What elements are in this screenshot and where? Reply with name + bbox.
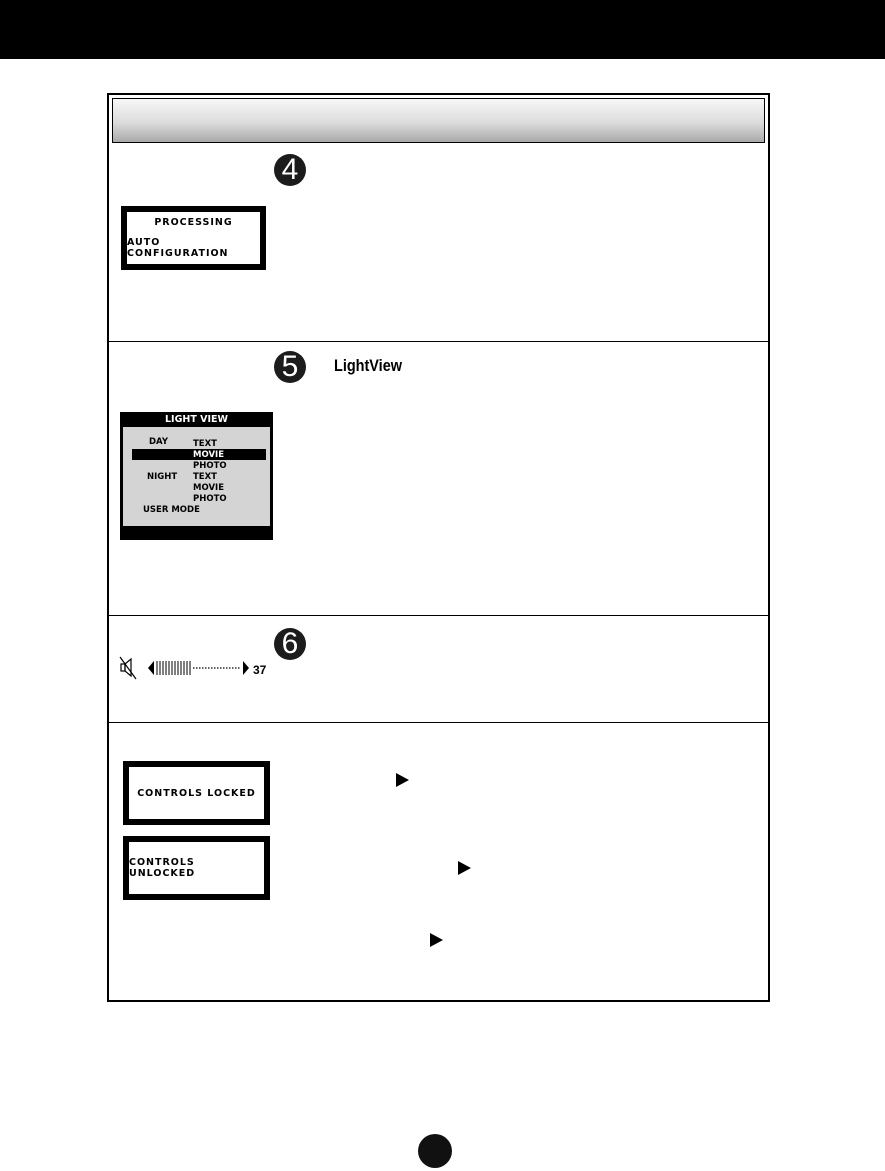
lightview-night-photo[interactable]: PHOTO xyxy=(193,494,227,504)
volume-value: 37 xyxy=(253,663,267,677)
lightview-day-text[interactable]: TEXT xyxy=(193,439,217,449)
lightview-night-text[interactable]: TEXT xyxy=(193,472,217,482)
lightview-night-label: NIGHT xyxy=(147,472,178,482)
section-divider-1 xyxy=(109,341,768,342)
step-5-badge xyxy=(274,351,306,383)
osd-controls-unlocked-text: CONTROLS UNLOCKED xyxy=(129,857,196,879)
osd-auto-config-text: AUTO CONFIGURATION xyxy=(127,237,229,259)
step-6-number: 6 xyxy=(281,627,299,660)
section-header-bar xyxy=(112,98,765,143)
osd-controls-locked-box xyxy=(123,761,270,825)
step-4-number: 4 xyxy=(281,153,299,186)
osd-controls-locked-text: CONTROLS LOCKED xyxy=(137,787,256,799)
step-4-badge xyxy=(274,154,306,186)
section-divider-2 xyxy=(109,615,768,616)
lightview-menu-title: LIGHT VIEW xyxy=(165,414,228,425)
osd-processing-box xyxy=(121,206,266,270)
lightview-day-photo[interactable]: PHOTO xyxy=(193,461,227,471)
content-frame xyxy=(107,93,770,1002)
lightview-day-movie-selected[interactable]: MOVIE xyxy=(193,450,225,460)
step-5-number: 5 xyxy=(281,350,299,383)
top-header-bar xyxy=(0,0,885,59)
lightview-user-mode[interactable]: USER MODE xyxy=(143,505,200,515)
play-triangle-icon xyxy=(458,861,471,875)
play-triangle-icon xyxy=(430,933,443,947)
volume-left-arrow-icon xyxy=(148,661,154,675)
osd-processing-text: PROCESSING xyxy=(154,217,233,228)
page-number-badge xyxy=(418,1134,452,1168)
osd-controls-unlocked-box xyxy=(123,836,270,900)
speaker-muted-icon xyxy=(120,657,136,679)
lightview-day-label: DAY xyxy=(149,437,168,447)
volume-level-ticks xyxy=(157,661,190,675)
lightview-menu-body xyxy=(123,427,270,526)
lightview-heading: LightView xyxy=(334,356,402,375)
play-triangle-icon xyxy=(396,773,409,787)
volume-right-arrow-icon xyxy=(243,661,249,675)
lightview-night-movie[interactable]: MOVIE xyxy=(193,483,225,493)
lightview-osd-menu xyxy=(120,412,273,540)
section-divider-3 xyxy=(109,722,768,723)
